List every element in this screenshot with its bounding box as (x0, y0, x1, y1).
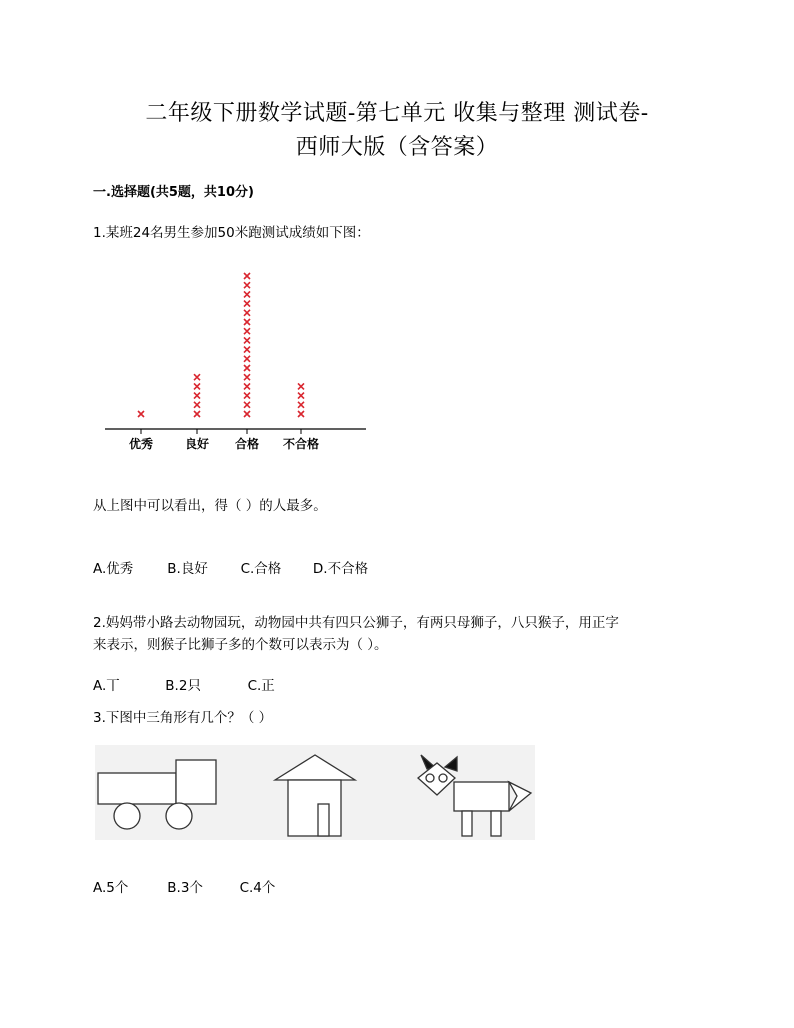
q3-options (93, 876, 275, 896)
data-point-cross (244, 301, 250, 307)
q1-question: 从上图中可以看出，得（ ）的人最多。 (93, 498, 327, 514)
q2-option-a[interactable]: A.丅 (93, 678, 120, 694)
page-title-line1: 二年级下册数学试题-第七单元 收集与整理 测试卷- (145, 101, 649, 126)
q2-option-c[interactable]: C.正 (247, 678, 275, 694)
data-point-cross (194, 374, 200, 380)
q2-option-b[interactable]: B.2只 (165, 678, 201, 694)
page-title-line2: 西师大版（含答案） (295, 135, 499, 160)
q1-option-a[interactable]: A.优秀 (93, 561, 134, 577)
data-point-cross (244, 282, 250, 288)
data-point-cross (244, 291, 250, 297)
q1-option-b[interactable]: B.良好 (167, 561, 208, 577)
data-point-cross (194, 411, 200, 417)
section-heading: 一.选择题(共5题，共10分) (93, 185, 254, 200)
data-point-cross (244, 328, 250, 334)
data-point-cross (244, 402, 250, 408)
data-point-cross (194, 393, 200, 399)
q3-option-a[interactable]: A.5个 (93, 880, 129, 896)
data-point-cross (298, 411, 304, 417)
data-point-cross (244, 374, 250, 380)
q2-stem-line1: 2.妈妈带小路去动物园玩，动物园中共有四只公狮子，有两只母狮子，八只猴子，用正字 (93, 615, 619, 631)
q1-option-c[interactable]: C.合格 (240, 561, 282, 577)
data-point-cross (244, 411, 250, 417)
q2-options (93, 674, 275, 694)
data-point-cross (244, 383, 250, 389)
data-point-cross (244, 310, 250, 316)
category-label: 合格 (234, 437, 260, 451)
data-point-cross (244, 347, 250, 353)
data-point-cross (298, 383, 304, 389)
q3-stem: 3.下图中三角形有几个？（ ） (93, 710, 273, 726)
category-label: 优秀 (128, 437, 154, 451)
data-point-cross (244, 393, 250, 399)
category-label: 不合格 (282, 437, 320, 451)
q3-figure (95, 745, 535, 840)
data-point-cross (244, 356, 250, 362)
data-point-cross (194, 402, 200, 408)
data-point-cross (298, 402, 304, 408)
q1-stem: 1.某班24名男生参加50米跑测试成绩如下图： (93, 225, 370, 241)
category-label: 良好 (184, 437, 210, 451)
data-point-cross (138, 411, 144, 417)
data-point-cross (244, 365, 250, 371)
data-point-cross (244, 319, 250, 325)
data-point-cross (244, 337, 250, 343)
q1-options (93, 557, 368, 577)
data-point-cross (298, 393, 304, 399)
data-point-cross (244, 273, 250, 279)
q2-stem-line2: 来表示，则猴子比狮子多的个数可以表示为（ ）。 (93, 637, 388, 653)
q1-option-d[interactable]: D.不合格 (312, 561, 369, 577)
q3-option-b[interactable]: B.3个 (167, 880, 203, 896)
data-point-cross (194, 383, 200, 389)
q3-option-c[interactable]: C.4个 (239, 880, 276, 896)
